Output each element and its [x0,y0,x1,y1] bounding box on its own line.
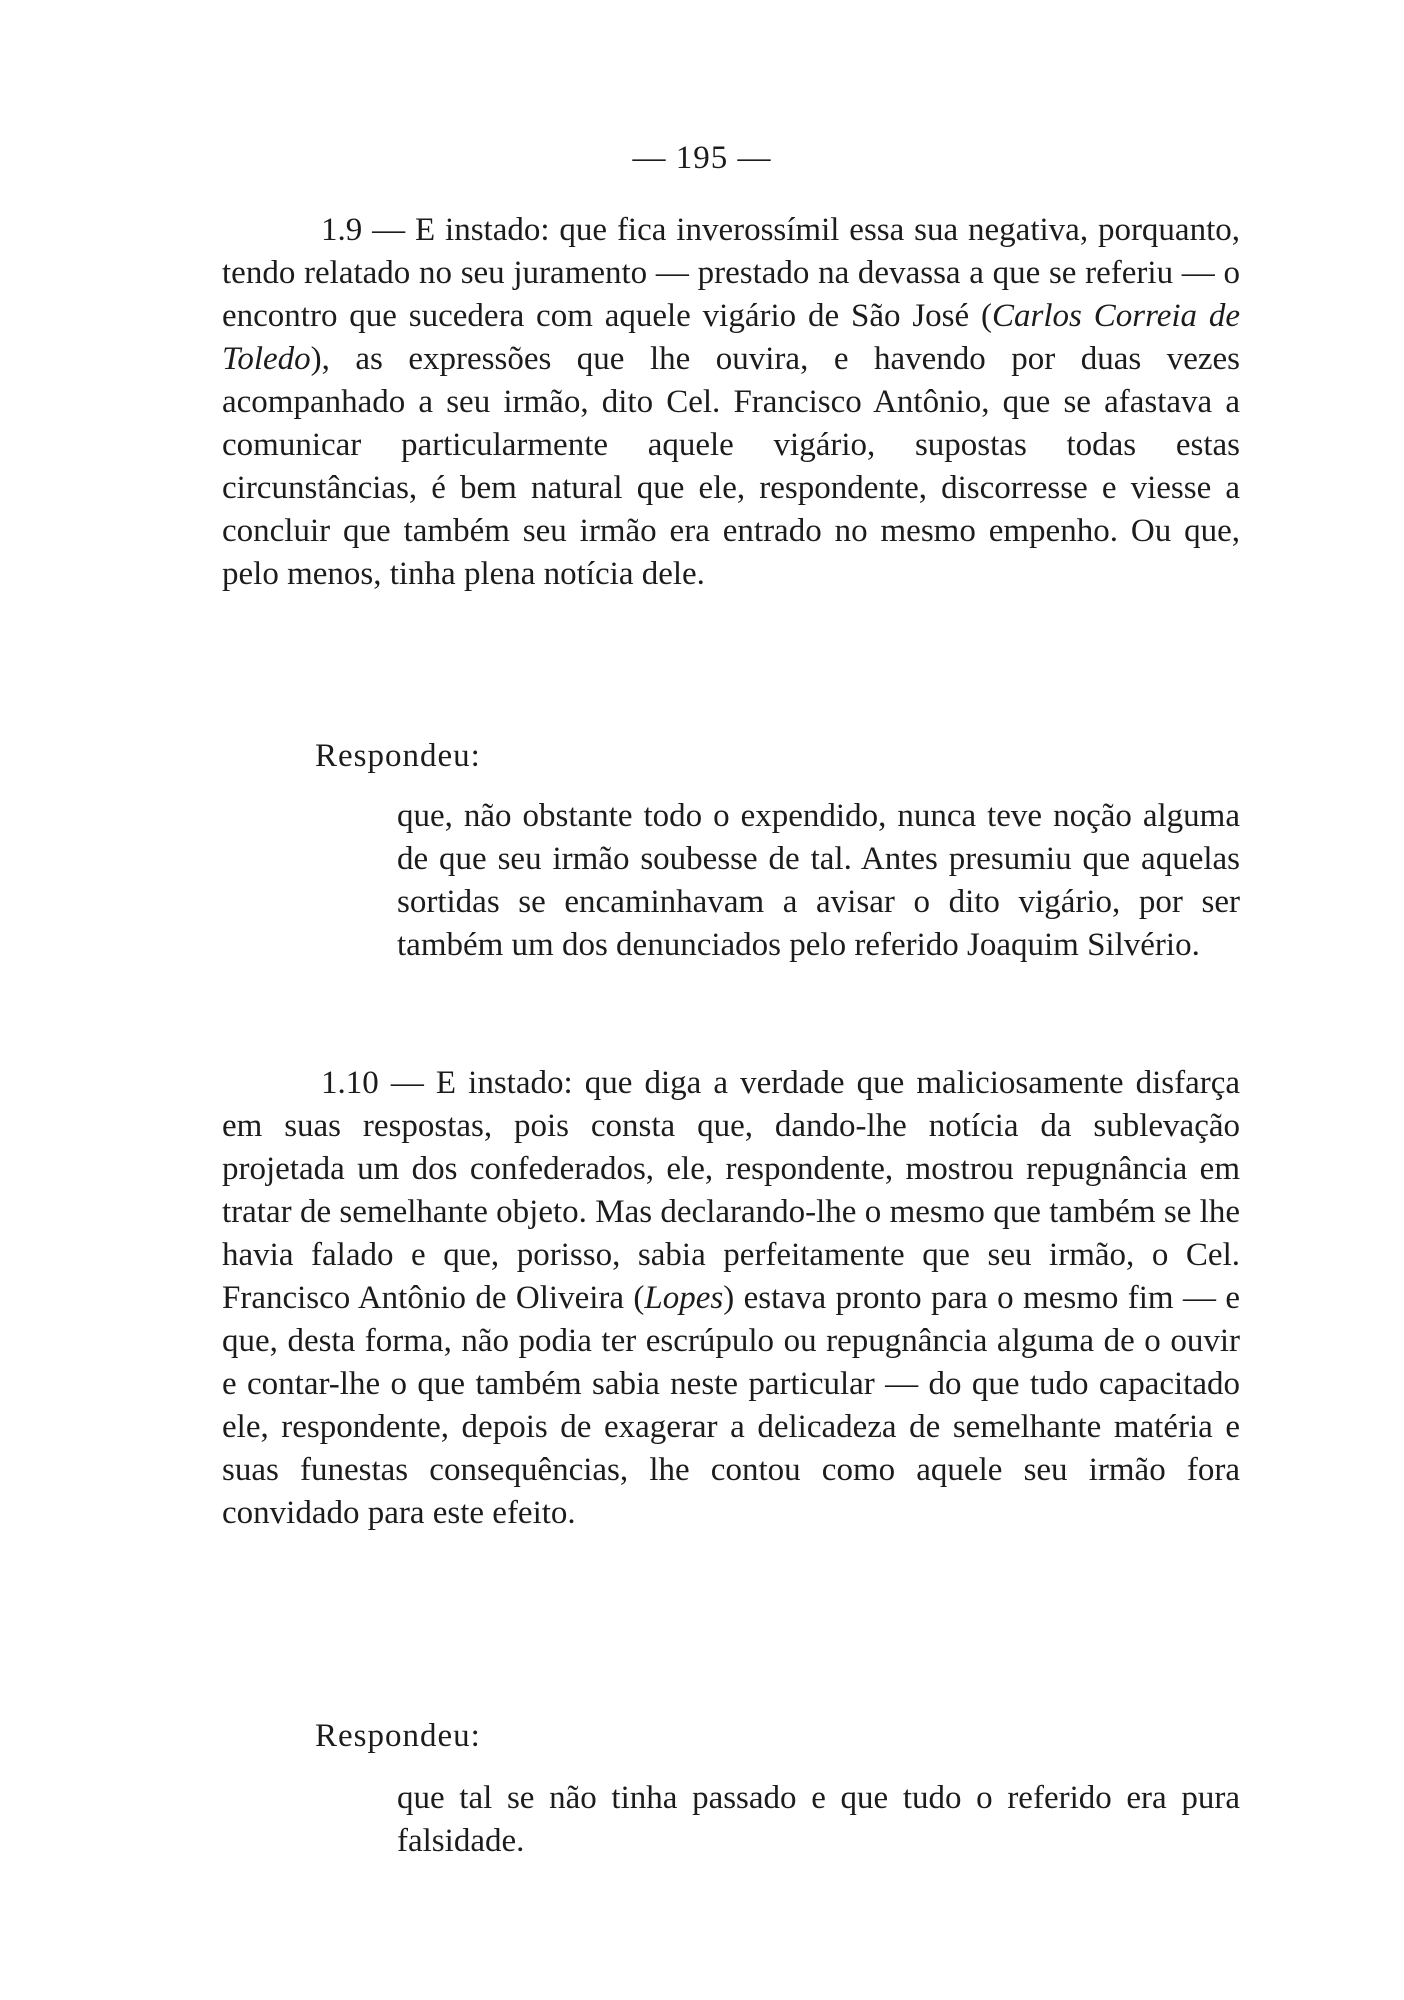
response-1-block [397,795,1240,967]
section-1-9-italic-name: Carlos Correia de Toledo [222,298,1241,377]
respondeu-label: Respondeu: [315,738,481,774]
section-1-10-text-end: ) estava pronto para o mesmo fim — e que, desta forma, não podia ter escrúpulo ou repugnância alguma de o ouvir e contar-lhe o que também sabia neste particular — do que tudo capacitado ele, respondente, depois de exagerar a delicadeza de semelhante matéria e suas funestas consequências, lhe contou como aquele seu irmão fora convidado para este efeito. [222,1280,1240,1531]
section-1-10-paragraph [222,1062,1240,1535]
respondeu-label: Respondeu: [315,1718,481,1754]
section-1-9-text-start: 1.9 — E instado: que fica inverossímil essa sua negativa, porquanto, tendo relatado no seu juramento — prestado na devassa a que se referiu — o encontro que sucedera com aquele vigário de São José ( [222,212,1240,334]
section-1-9-paragraph [222,209,1240,596]
response-1-text: que, não obstante todo o expendido, nunca teve noção alguma de que seu irmão soubesse de tal. Antes presumiu que aquelas sortidas se encaminhavam a avisar o dito vigário, por ser também um dos denunciados pelo referido Joaquim Silvério. [397,798,1240,963]
section-1-10-text-start: 1.10 — E instado: que diga a verdade que maliciosamente disfarça em suas respostas, pois consta que, dando-lhe notícia da sublevação projetada um dos confederados, ele, respondente, mostrou repugnância em tratar de semelhante objeto. Mas declarando-lhe o mesmo que também se lhe havia falado e que, porisso, sabia perfeitamente que seu irmão, o Cel. Francisco Antônio de Oliveira ( [222,1065,1240,1316]
section-1-9 [222,209,1240,596]
response-2-text: que tal se não tinha passado e que tudo o referido era pura falsidade. [397,1780,1240,1859]
page-number: — 195 — [632,140,772,176]
response-2-block [397,1777,1240,1863]
section-1-9-text-end: ), as expressões que lhe ouvira, e havendo por duas vezes acompanhado a seu irmão, dito Cel. Francisco Antônio, que se afastava a comunicar particularmente aquele vigário, supostas todas estas circunstâncias, é bem natural que ele, respondente, discorresse e viesse a concluir que também seu irmão era entrado no mesmo empenho. Ou que, pelo menos, tinha plena notícia dele. [222,341,1240,592]
section-1-10-italic-name: Lopes [644,1280,724,1316]
section-1-10 [222,1062,1240,1535]
